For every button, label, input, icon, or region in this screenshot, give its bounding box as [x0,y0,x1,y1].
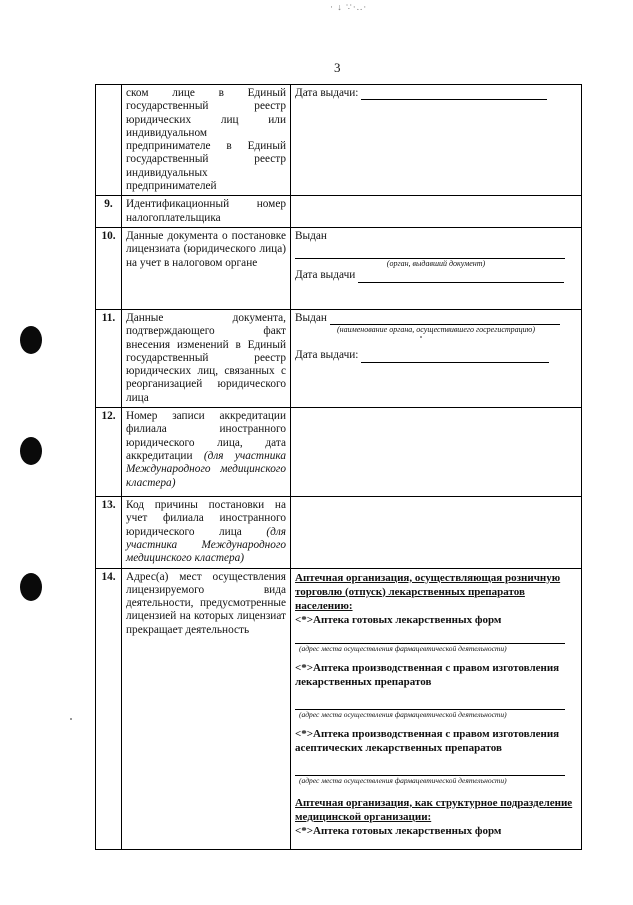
row-number: 10. [96,227,122,309]
row-number [96,85,122,196]
row-value [291,227,582,309]
table-row [96,227,582,309]
row-value[interactable] [291,408,582,497]
description-note: (для участника Международного медицинского кластера) [126,449,286,489]
issued-by-blank[interactable] [295,244,565,259]
row-value[interactable] [291,196,582,228]
description-text: Код причины постановки на учет филиала иностранного юридического лица [126,499,286,538]
row-number: 13. [96,497,122,568]
issue-date-field[interactable] [295,349,577,362]
punch-hole-2 [20,437,42,465]
table-row [96,497,582,568]
row-value [291,568,582,849]
table-row [96,408,582,497]
row-description: ском лице в Единый государственный реестр юридических лиц или индивидуальном предпринимателе в Единый государственный реестр индивидуальных предпринимателей [122,85,291,196]
issued-by-blank[interactable] [330,313,560,325]
row-description: Адрес(а) мест осуществления лицензируемого вида деятельности, предусмотренные лицензией на которых лицензиат прекращает деятельность [122,568,291,849]
issue-date-field[interactable] [295,269,577,282]
scan-speck [70,718,72,720]
punch-hole-3 [20,573,42,601]
table-row [96,85,582,196]
pharmacy-retail-heading: Аптечная организация, осуществляющая розничную торговлю (отпуск) лекарственных препаратов населению: [295,571,561,612]
issue-date-field[interactable] [295,87,577,100]
pharmacy-type-option: <*>Аптека готовых лекарственных форм [295,613,502,626]
address-blank[interactable] [295,633,565,644]
issued-by-label: Выдан [295,229,327,242]
address-hint: (адрес места осуществления фармацевтической деятельности) [299,775,507,785]
pharmacy-structural-heading: Аптечная организация, как структурное подразделение медицинской организации: [295,796,573,823]
issue-date-blank[interactable] [361,351,549,363]
license-form-table [95,84,582,850]
table-row [96,568,582,849]
address-hint: (адрес места осуществления фармацевтической деятельности) [299,643,507,653]
punch-hole-1 [20,326,42,354]
issued-by-label: Выдан [295,311,327,324]
address-hint: (адрес места осуществления фармацевтической деятельности) [299,709,507,719]
issued-by-hint: (наименование органа, осуществившего госрегистрацию) [337,325,535,335]
row-number: 11. [96,309,122,407]
row-value [291,309,582,407]
table-row [96,309,582,407]
row-number: 14. [96,568,122,849]
row-description: Данные документа, подтверждающего факт внесения изменений в Единый государственный реестр юридических лиц, связанных с реорганизацией юридического лица [122,309,291,407]
row-description: Идентификационный номер налогоплательщика [122,196,291,228]
pharmacy-type-option: <*>Аптека производственная с правом изготовления асептических лекарственных препаратов [295,727,560,754]
issue-date-label: Дата выдачи: [295,87,359,99]
row-value [291,85,582,196]
row-value[interactable] [291,497,582,568]
row-description [122,408,291,497]
address-blank[interactable] [295,699,565,710]
description-text: Номер записи аккредитации филиала иностранного юридического лица, дата аккредитации [126,410,286,462]
table-row [96,196,582,228]
row-description [122,497,291,568]
row-description: Данные документа о постановке лицензиата (юридического лица) на учет в налоговом органе [122,227,291,309]
address-blank[interactable] [295,765,565,776]
issue-date-blank[interactable] [361,88,547,100]
issue-date-label: Дата выдачи: [295,349,359,362]
pharmacy-type-option: <*>Аптека готовых лекарственных форм [295,824,502,837]
scan-header-mark: · ↓ ∵·..· [330,2,368,12]
page-number: 3 [334,60,341,75]
row-number: 9. [96,196,122,228]
issue-date-blank[interactable] [358,271,564,283]
row-number: 12. [96,408,122,497]
issued-by-hint: (орган, выдавший документ) [386,259,486,269]
description-note: (для участника Международного медицинского кластера) [126,525,286,565]
issue-date-label: Дата выдачи [295,269,356,282]
pharmacy-type-option: <*>Аптека производственная с правом изготовления лекарственных препаратов [295,661,560,688]
issued-by-field[interactable] [295,312,577,325]
